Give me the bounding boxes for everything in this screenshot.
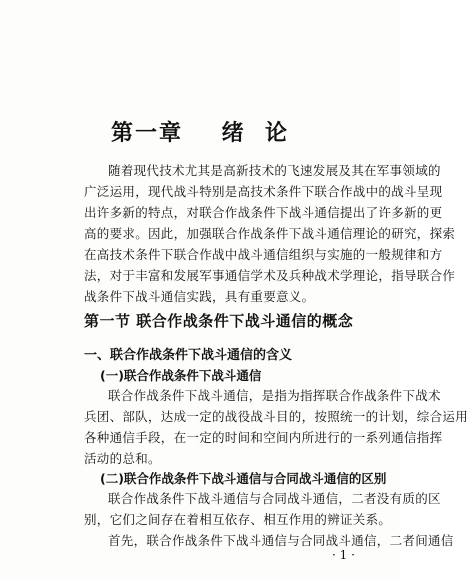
- text-line: 战条件下战斗通信实践，具有重要意义。: [84, 289, 315, 304]
- text-line: 随着现代技术尤其是高新技术的飞速发展及其在军事领域的: [108, 163, 441, 178]
- text-line: 法，对于丰富和发展军事通信学术及兵种战术学理论，指导联合作: [84, 268, 456, 283]
- paragraph-difference: [84, 488, 454, 551]
- page-number: · 1 ·: [332, 548, 355, 562]
- intro-paragraph: [84, 160, 456, 307]
- text-line: 联合作战条件下战斗通信与合同战斗通信，二者没有质的区: [108, 491, 441, 506]
- text-line: 联合作战条件下战斗通信，是指为指挥联合作战条件下战术: [108, 388, 441, 403]
- heading-level-1: 一、联合作战条件下战斗通信的含义: [84, 348, 293, 363]
- text-line: 首先，联合作战条件下战斗通信与合同战斗通信，二者间通信: [108, 533, 454, 548]
- text-line: 广泛运用，现代战斗特别是高技术条件下联合作战中的战斗呈现: [84, 184, 443, 199]
- paragraph-definition: [84, 385, 468, 469]
- text-line: 出许多新的特点，对联合作战条件下战斗通信提出了许多新的更: [84, 205, 443, 220]
- section-title: 第一节 联合作战条件下战斗通信的概念: [84, 312, 354, 330]
- text-line: 各种通信手段，在一定的时间和空间内所进行的一系列通信指挥: [84, 430, 443, 445]
- chapter-title: 第一章 绪 论: [111, 120, 289, 146]
- text-line: 在高技术条件下联合作战中战斗通信组织与实施的一般规律和方: [84, 247, 443, 262]
- text-line: 兵团、部队，达成一定的战役战斗目的，按照统一的计划，综合运用: [84, 409, 468, 424]
- text-line: 活动的总和。: [84, 451, 161, 466]
- text-line: 高的要求。因此，加强联合作战条件下战斗通信理论的研究，探索: [84, 226, 456, 241]
- text-line: 别，它们之间存在着相互依存、相互作用的辨证关系。: [84, 512, 392, 527]
- heading-level-2: (二)联合作战条件下战斗通信与合同战斗通信的区别: [100, 471, 387, 486]
- heading-level-2: (一)联合作战条件下战斗通信: [100, 368, 262, 383]
